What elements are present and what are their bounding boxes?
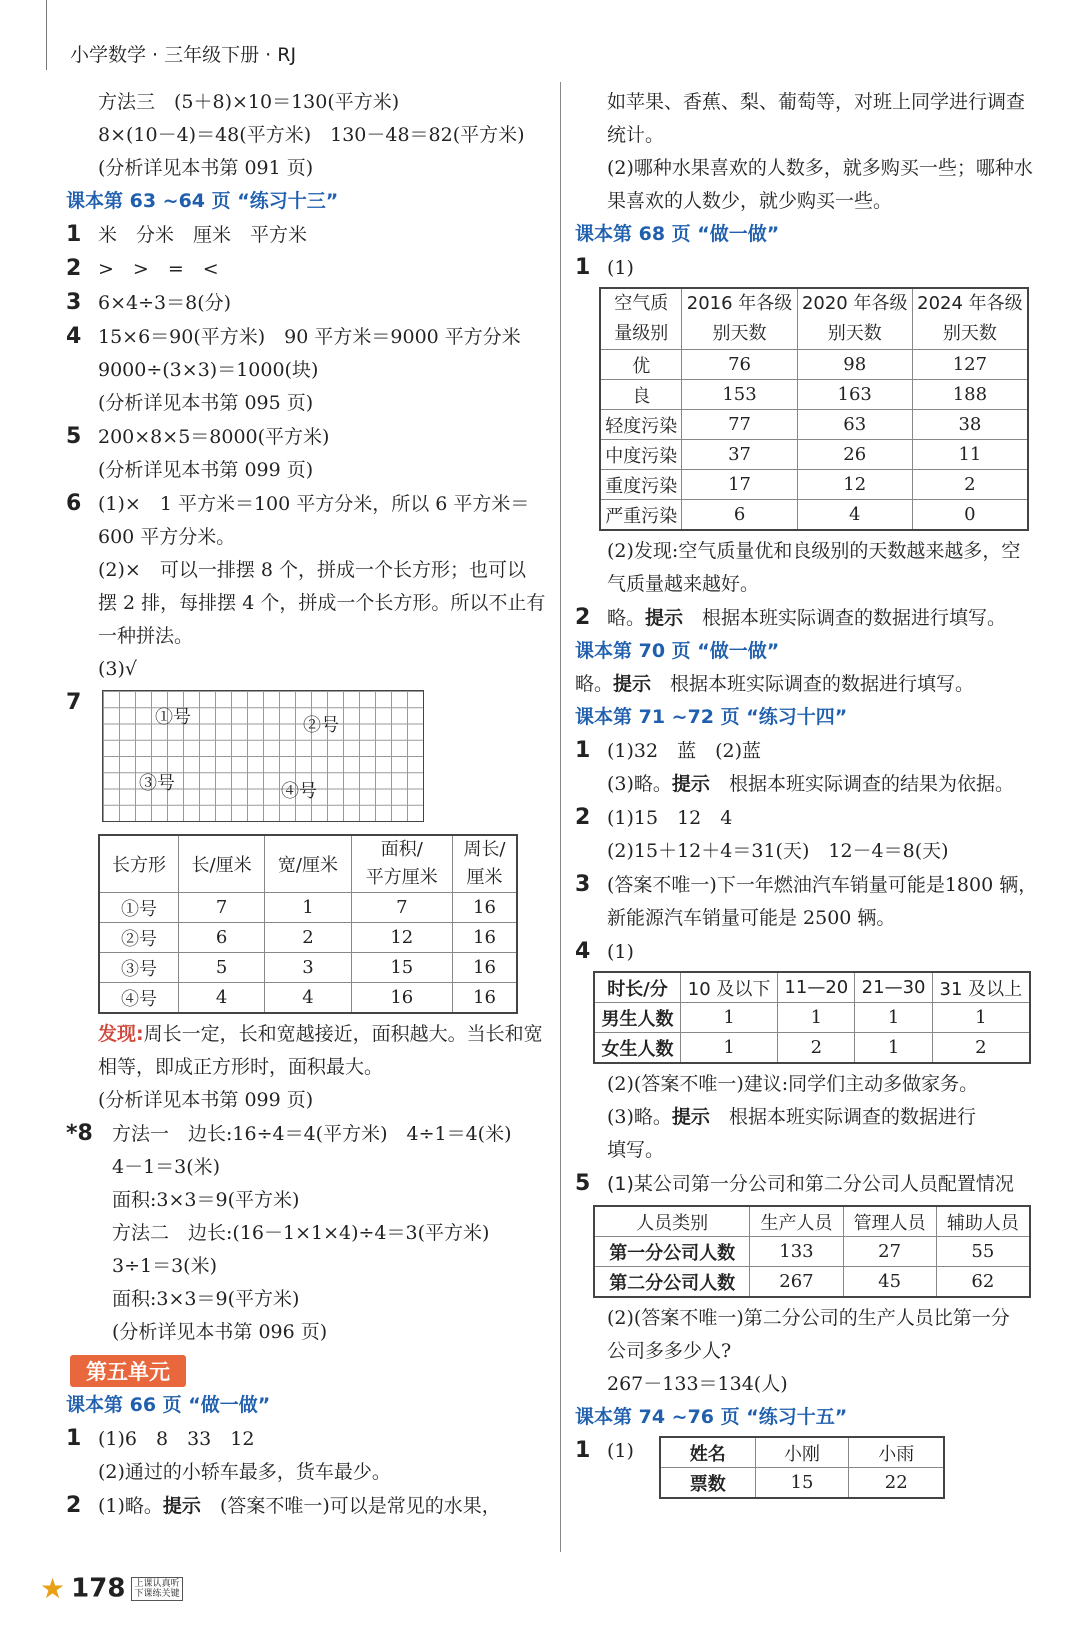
answer-6-line: 一种拼法。 — [98, 625, 194, 647]
answer-5c-line: 267－133＝134(人) — [607, 1373, 788, 1395]
q-number: 1 — [575, 738, 591, 763]
page-footer — [40, 1572, 183, 1605]
q-number: 4 — [66, 324, 82, 349]
page-corner-decoration — [0, 0, 47, 70]
cont-line: 统计。 — [607, 124, 665, 146]
table-row: 女生人数 1 2 1 2 — [594, 1033, 1030, 1064]
analysis-ref: (分析详见本书第 099 页) — [98, 1089, 314, 1111]
cont-line: 如苹果、香蕉、梨、葡萄等，对班上同学进行调查 — [607, 91, 1026, 113]
grid-label: ③号 — [139, 773, 175, 794]
method3-line: 方法三 (5＋8)×10＝130(平方米) — [98, 91, 400, 113]
answer-4c-line: 填写。 — [607, 1139, 665, 1161]
answer-text: 200×8×5＝8000(平方米) — [98, 426, 330, 448]
th: 长方形 — [99, 835, 178, 893]
q-number: 7 — [66, 690, 82, 715]
q-number: 1 — [575, 255, 591, 280]
left-column — [66, 86, 550, 1523]
answer-1b-line: (2)通过的小轿车最多，货车最少。 — [98, 1461, 391, 1483]
q-number: 1 — [66, 1426, 82, 1451]
answer-3c: 3 (答案不唯一)下一年燃油汽车销量可能是1800 辆， — [575, 868, 1045, 902]
answer-1b: 1 (1)6 8 33 12 — [66, 1422, 550, 1456]
section-title-p68: 课本第 68 页 “做一做” — [575, 223, 780, 245]
section-title-ex14: 课本第 71 ~72 页 “练习十四” — [575, 706, 848, 728]
answer-2c-line: (2)15＋12＋4＝31(天) 12－4＝8(天) — [607, 840, 949, 862]
analysis-ref: (分析详见本书第 091 页) — [98, 157, 314, 179]
q-number: 2 — [66, 256, 82, 281]
q-number: 3 — [66, 290, 82, 315]
analysis-ref: (分析详见本书第 096 页) — [112, 1321, 328, 1343]
answer-6-line: (3)√ — [98, 658, 138, 680]
q-number: *8 — [66, 1121, 93, 1146]
finding-label: 发现: — [98, 1023, 144, 1045]
hint-label: 提示 — [671, 773, 710, 795]
th: 宽/厘米 — [265, 835, 351, 893]
answer-1d: 1 (1) 姓名 小刚 小雨 票数 15 22 — [575, 1434, 1045, 1500]
grid-diagram — [102, 690, 424, 822]
answer-4c: 4 (1) — [575, 935, 1045, 969]
section-title-ex15: 课本第 74 ~76 页 “练习十五” — [575, 1406, 848, 1428]
table-row: 第一分公司人数 133 27 55 — [594, 1237, 1030, 1267]
finding-line: 相等，即成正方形时，面积最大。 — [98, 1056, 384, 1078]
answer-text: 米 分米 厘米 平方米 — [98, 224, 308, 246]
answer-2 — [66, 252, 550, 286]
answer-8-line: 方法二 边长:(16－1×1×4)÷4＝3(平方米) — [112, 1222, 490, 1244]
table-row: ③号 5 3 15 16 — [99, 953, 517, 983]
table-row: 重度污染 17 12 2 — [600, 470, 1028, 500]
finding: 发现:周长一定，长和宽越接近，面积越大。当长和宽 — [98, 1023, 543, 1045]
answer-4c-line: (3)略。提示 根据本班实际调查的数据进行 — [607, 1106, 976, 1128]
q-number: 1 — [575, 1438, 591, 1463]
answer-5c: 5 (1)某公司第一分公司和第二分公司人员配置情况 — [575, 1167, 1045, 1201]
footer-tagline: 上课认真听 下课练关键 — [131, 1577, 182, 1601]
answer-6-line: 600 平方分米。 — [98, 526, 236, 548]
right-column — [575, 86, 1045, 1500]
table-row: ②号 6 2 12 16 — [99, 923, 517, 953]
q-number: 5 — [575, 1171, 591, 1196]
column-divider — [560, 82, 561, 1552]
q-number: 1 — [66, 222, 82, 247]
running-header: 小学数学 · 三年级下册 · RJ — [70, 44, 297, 66]
grid-label: ①号 — [155, 707, 191, 728]
answer-text: (1)× 1 平方米＝100 平方分米，所以 6 平方米＝ — [98, 493, 530, 515]
vote-table: 姓名 小刚 小雨 票数 15 22 — [659, 1436, 945, 1499]
th: 长/厘米 — [178, 835, 264, 893]
answer-1-2-line: 气质量越来越好。 — [607, 573, 760, 595]
table-row: ①号 7 1 7 16 — [99, 893, 517, 923]
section-title-ex13: 课本第 63 ~64 页 “练习十三” — [66, 190, 339, 212]
table-row: 男生人数 1 1 1 1 — [594, 1003, 1030, 1033]
hint-label: 提示 — [645, 607, 684, 629]
answer-6-line: (2)× 可以一排摆 8 个，拼成一个长方形；也可以 — [98, 559, 527, 581]
q-number: 2 — [575, 805, 591, 830]
unit-banner: 第五单元 — [70, 1355, 186, 1387]
answer-5c-line: (2)(答案不唯一)第二分公司的生产人员比第一分 — [607, 1307, 1010, 1329]
air-quality-table — [599, 287, 1029, 531]
rectangle-table — [98, 834, 518, 1014]
cont-line: (2)哪种水果喜欢的人数多，就多购买一些；哪种水 — [607, 157, 1033, 179]
q-number: 6 — [66, 491, 82, 516]
th: 2020 年各级 别天数 — [797, 288, 912, 350]
q-number: 5 — [66, 424, 82, 449]
th: 空气质 量级别 — [600, 288, 682, 350]
mascot-star-icon: ★ — [40, 1572, 66, 1605]
answer-text: 6×4÷3＝8(分) — [98, 292, 232, 314]
th: 2016 年各级 别天数 — [682, 288, 797, 350]
table-row: 中度污染 37 26 11 — [600, 440, 1028, 470]
answer-8-line: 面积:3×3＝9(平方米) — [112, 1189, 300, 1211]
staff-table: 人员类别 生产人员 管理人员 辅助人员 第一分公司人数 133 27 55 第二分公司人数 267 45 62 — [593, 1205, 1031, 1298]
answer-6 — [66, 487, 550, 521]
answer-1c-line: (3)略。提示 根据本班实际调查的结果为依据。 — [607, 773, 1014, 795]
th: 周长/ 厘米 — [452, 835, 517, 893]
answer-3c-line: 新能源汽车销量可能是 2500 辆。 — [607, 907, 896, 929]
answer-3 — [66, 286, 550, 320]
hint-label: 提示 — [162, 1495, 201, 1517]
grid-label: ②号 — [303, 715, 339, 736]
answer-4-ref: (分析详见本书第 095 页) — [98, 392, 314, 414]
answer-2b: 2 (1)略。提示 (答案不唯一)可以是常见的水果， — [66, 1489, 550, 1523]
table-row: 第二分公司人数 267 45 62 — [594, 1267, 1030, 1298]
chore-time-table: 时长/分 10 及以下 11—20 21—30 31 及以上 男生人数 1 1 1 1 女生人数 1 2 1 2 — [593, 971, 1031, 1064]
p70-answer: 略。提示 根据本班实际调查的数据进行填写。 — [575, 673, 975, 695]
table-row: 轻度污染 77 63 38 — [600, 410, 1028, 440]
hint-label: 提示 — [613, 673, 652, 695]
answer-6-line: 摆 2 排，每排摆 4 个，拼成一个长方形。所以不止有 — [98, 592, 546, 614]
answer-1-2: (2)发现:空气质量优和良级别的天数越来越多，空 — [607, 540, 1021, 562]
answer-1: 1 (1) — [575, 251, 1045, 285]
answer-5c-line: 公司多多少人? — [607, 1340, 732, 1362]
page-number: 178 — [71, 1573, 126, 1604]
answer-8: *8 方法一 边长:16÷4＝4(平方米) 4÷1＝4(米) — [66, 1117, 550, 1151]
section-title-p70: 课本第 70 页 “做一做” — [575, 640, 780, 662]
answer-4-line2: 9000÷(3×3)＝1000(块) — [98, 359, 319, 381]
answer-2: 2 略。提示 根据本班实际调查的数据进行填写。 — [575, 601, 1045, 635]
answer-4c-line: (2)(答案不唯一)建议:同学们主动多做家务。 — [607, 1073, 979, 1095]
th: 2024 年各级 别天数 — [912, 288, 1028, 350]
table-row: ④号 4 4 16 16 — [99, 983, 517, 1014]
grid-label: ④号 — [281, 781, 317, 802]
answer-2c: 2 (1)15 12 4 — [575, 801, 1045, 835]
th: 面积/ 平方厘米 — [351, 835, 452, 893]
answer-7 — [66, 690, 550, 822]
answer-text: 15×6＝90(平方米) 90 平方米＝9000 平方分米 — [98, 326, 521, 348]
hint-label: 提示 — [671, 1106, 710, 1128]
table-row: 票数 15 22 — [660, 1468, 944, 1499]
answer-8-line: 4－1＝3(米) — [112, 1156, 221, 1178]
q-number: 4 — [575, 939, 591, 964]
q-number: 3 — [575, 872, 591, 897]
answer-1 — [66, 218, 550, 252]
table-row: 优 76 98 127 — [600, 350, 1028, 380]
answer-5-ref: (分析详见本书第 099 页) — [98, 459, 314, 481]
table-row: 严重污染 6 4 0 — [600, 500, 1028, 531]
q-number: 2 — [575, 605, 591, 630]
answer-4 — [66, 320, 550, 354]
cont-line: 果喜欢的人数少，就少购买一些。 — [607, 190, 893, 212]
table-row: 良 153 163 188 — [600, 380, 1028, 410]
answer-8-line: 3÷1＝3(米) — [112, 1255, 218, 1277]
answer-1c: 1 (1)32 蓝 (2)蓝 — [575, 734, 1045, 768]
q-number: 2 — [66, 1493, 82, 1518]
section-title-p66: 课本第 66 页 “做一做” — [66, 1394, 271, 1416]
answer-5 — [66, 420, 550, 454]
answer-8-line: 面积:3×3＝9(平方米) — [112, 1288, 300, 1310]
answer-text: > > = < — [98, 258, 219, 280]
method3-calc: 8×(10－4)＝48(平方米) 130－48＝82(平方米) — [98, 124, 525, 146]
